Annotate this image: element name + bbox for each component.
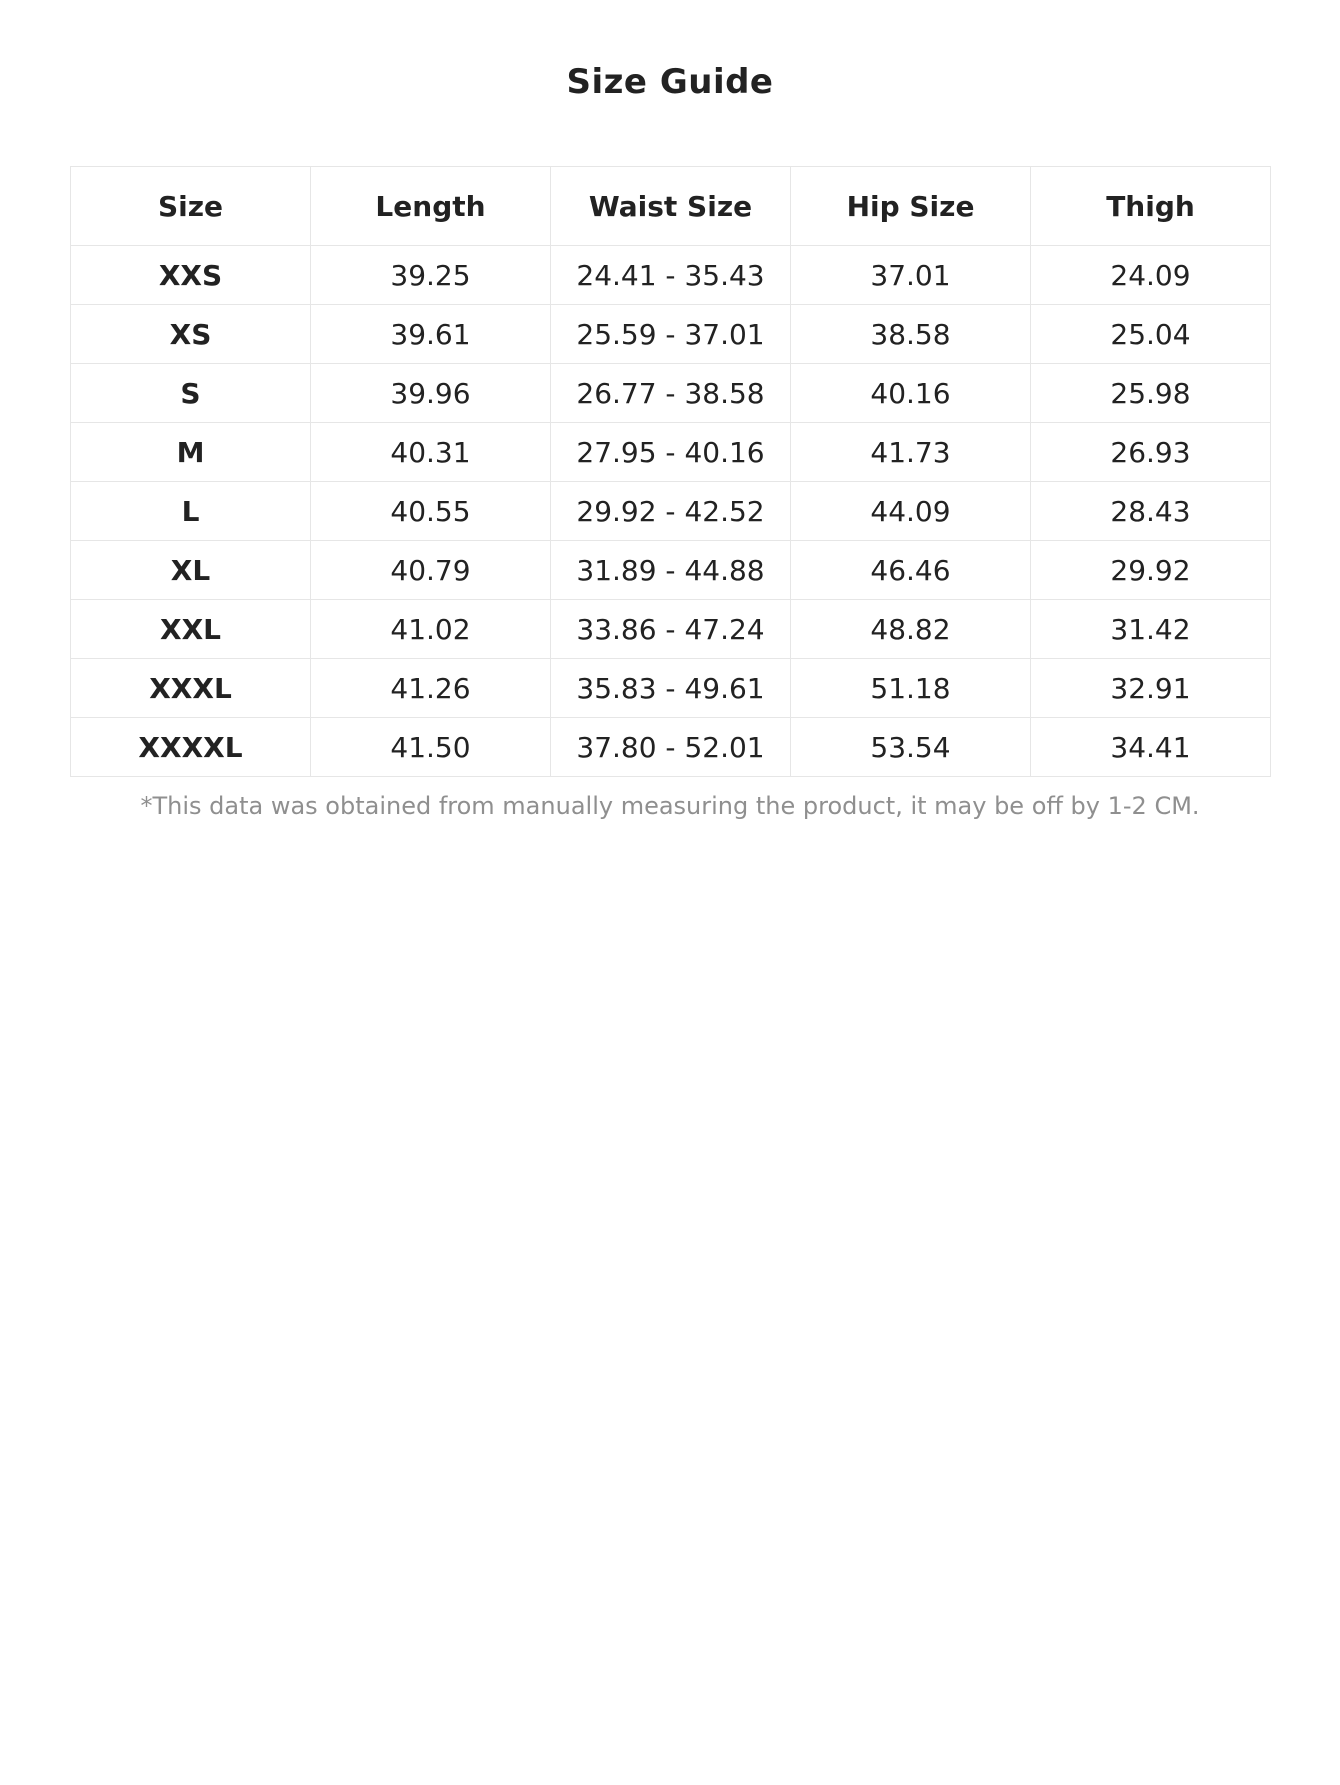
column-header-length: Length — [311, 167, 551, 246]
size-guide-table — [70, 166, 1271, 777]
table-row — [71, 718, 1271, 777]
column-header-waist-size: Waist Size — [551, 167, 791, 246]
length-cell: 41.26 — [311, 659, 551, 718]
size-cell: M — [71, 423, 311, 482]
size-cell: XXXXL — [71, 718, 311, 777]
column-header-hip-size: Hip Size — [791, 167, 1031, 246]
hip-size-cell: 38.58 — [791, 305, 1031, 364]
length-cell: 41.50 — [311, 718, 551, 777]
waist-size-cell: 37.80 - 52.01 — [551, 718, 791, 777]
size-cell: XS — [71, 305, 311, 364]
length-cell: 39.61 — [311, 305, 551, 364]
table-row — [71, 600, 1271, 659]
table-row — [71, 364, 1271, 423]
size-cell: XXL — [71, 600, 311, 659]
header-row — [71, 167, 1271, 246]
thigh-cell: 31.42 — [1031, 600, 1271, 659]
hip-size-cell: 40.16 — [791, 364, 1031, 423]
table-row — [71, 423, 1271, 482]
table-row — [71, 659, 1271, 718]
measurement-disclaimer: *This data was obtained from manually measuring the product, it may be off by 1-2 CM. — [140, 792, 1200, 820]
hip-size-cell: 53.54 — [791, 718, 1031, 777]
thigh-cell: 26.93 — [1031, 423, 1271, 482]
hip-size-cell: 44.09 — [791, 482, 1031, 541]
waist-size-cell: 33.86 - 47.24 — [551, 600, 791, 659]
length-cell: 40.79 — [311, 541, 551, 600]
page-title: Size Guide — [566, 62, 774, 102]
hip-size-cell: 37.01 — [791, 246, 1031, 305]
size-cell: XXXL — [71, 659, 311, 718]
thigh-cell: 28.43 — [1031, 482, 1271, 541]
hip-size-cell: 48.82 — [791, 600, 1031, 659]
length-cell: 39.96 — [311, 364, 551, 423]
thigh-cell: 25.98 — [1031, 364, 1271, 423]
column-header-size: Size — [71, 167, 311, 246]
size-cell: L — [71, 482, 311, 541]
hip-size-cell: 41.73 — [791, 423, 1031, 482]
waist-size-cell: 24.41 - 35.43 — [551, 246, 791, 305]
length-cell: 40.31 — [311, 423, 551, 482]
thigh-cell: 24.09 — [1031, 246, 1271, 305]
table-row — [71, 246, 1271, 305]
table-row — [71, 482, 1271, 541]
waist-size-cell: 27.95 - 40.16 — [551, 423, 791, 482]
column-header-thigh: Thigh — [1031, 167, 1271, 246]
length-cell: 41.02 — [311, 600, 551, 659]
table-row — [71, 541, 1271, 600]
thigh-cell: 25.04 — [1031, 305, 1271, 364]
waist-size-cell: 35.83 - 49.61 — [551, 659, 791, 718]
table-row — [71, 305, 1271, 364]
size-cell: XL — [71, 541, 311, 600]
waist-size-cell: 26.77 - 38.58 — [551, 364, 791, 423]
hip-size-cell: 46.46 — [791, 541, 1031, 600]
waist-size-cell: 31.89 - 44.88 — [551, 541, 791, 600]
thigh-cell: 29.92 — [1031, 541, 1271, 600]
waist-size-cell: 25.59 - 37.01 — [551, 305, 791, 364]
length-cell: 39.25 — [311, 246, 551, 305]
table-header — [71, 167, 1271, 246]
hip-size-cell: 51.18 — [791, 659, 1031, 718]
size-cell: XXS — [71, 246, 311, 305]
size-cell: S — [71, 364, 311, 423]
waist-size-cell: 29.92 - 42.52 — [551, 482, 791, 541]
thigh-cell: 34.41 — [1031, 718, 1271, 777]
table-body — [71, 246, 1271, 777]
length-cell: 40.55 — [311, 482, 551, 541]
thigh-cell: 32.91 — [1031, 659, 1271, 718]
